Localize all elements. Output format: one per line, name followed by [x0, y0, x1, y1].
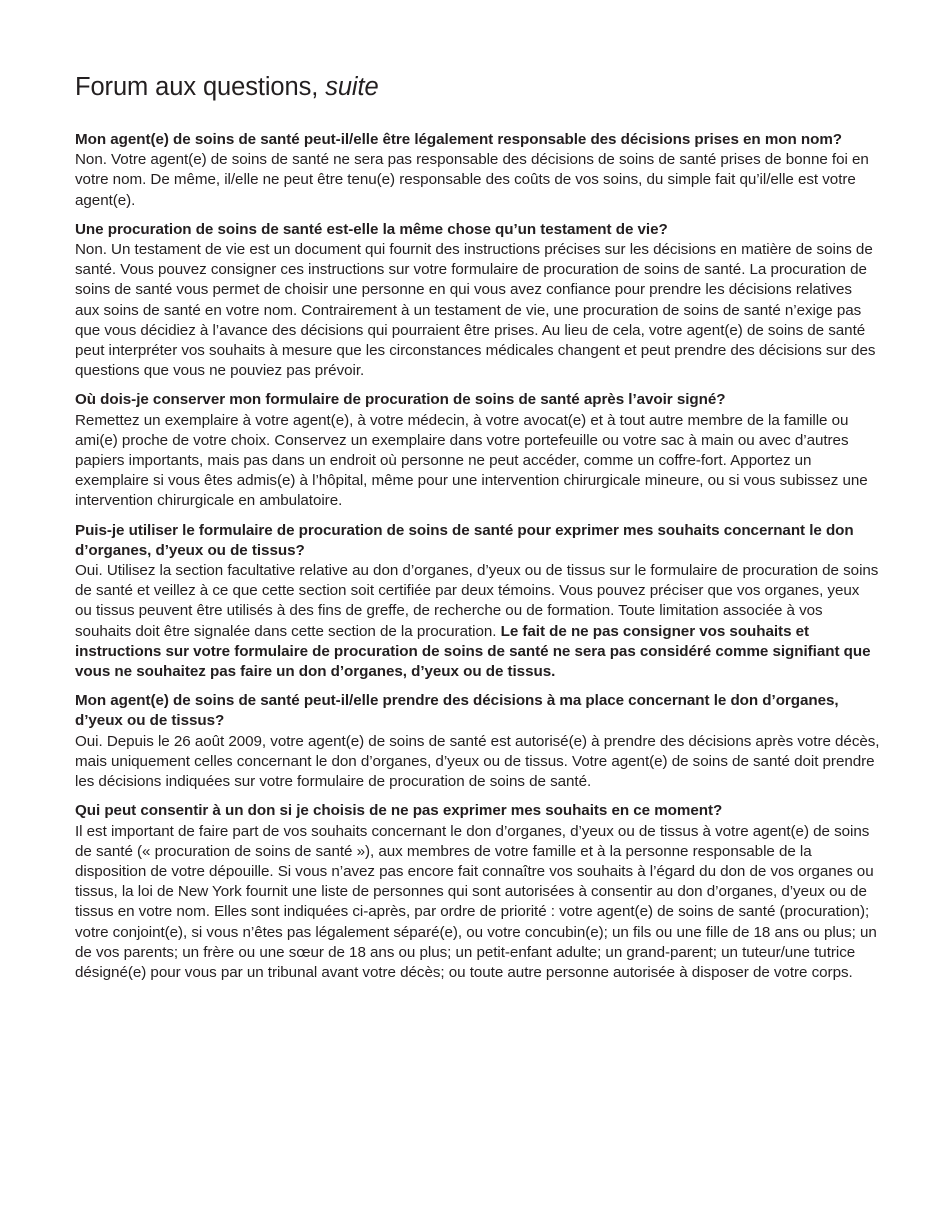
- faq-item-6: [75, 801, 880, 983]
- faq-item-3: [75, 390, 880, 511]
- faq-answer: Remettez un exemplaire à votre agent(e), à votre médecin, à votre avocat(e) et à tout autre membre de la famille ou ami(e) proche de votre choix. Conservez un exemplaire dans votre portefeuille ou votre sac à main ou avec d’autres papiers importants, mais pas dans un endroit où personne ne peut accéder, comme un coffre-fort. Apportez un exemplaire si vous êtes admis(e) à l’hôpital, même pour une intervention chirurgicale mineure, ou si vous subissez une intervention chirurgicale en ambulatoire.: [75, 411, 868, 510]
- faq-item-1: [75, 130, 880, 211]
- page-title-main: Forum aux questions,: [75, 73, 319, 101]
- faq-question: Mon agent(e) de soins de santé peut-il/elle être légalement responsable des décisions prises en mon nom?: [75, 131, 843, 148]
- document-page: [75, 70, 880, 992]
- faq-question: Qui peut consentir à un don si je choisis de ne pas exprimer mes souhaits en ce moment?: [75, 802, 723, 820]
- faq-answer: Il est important de faire part de vos souhaits concernant le don d’organes, d’yeux ou de tissus à votre agent(e) de soins de santé (« procuration de soins de santé »), aux membres de votre famille et à la personne responsable de la disposition de votre dépouille. Si vous n’avez pas encore fait connaître vos souhaits à l’égard du don de vos organes ou tissus, la loi de New York fournit une liste de personnes qui sont autorisées à consentir au don d’organes, d’yeux ou de tissus en votre nom. Elles sont indiquées ci-après, par ordre de priorité : votre agent(e) de soins de santé (procuration); votre conjoint(e), si vous n’êtes pas légalement séparé(e), ou votre concubin(e); un fils ou une fille de 18 ans ou plus; un de vos parents; un frère ou une sœur de 18 ans ou plus; un petit-enfant adulte; un grand-parent; un tuteur/une tutrice désigné(e) pour vous par un tribunal avant votre décès; ou toute autre personne autorisée à disposer de votre corps.: [75, 822, 877, 981]
- page-title: [75, 70, 880, 104]
- faq-answer-emphasis: Le fait de ne pas consigner vos souhaits et instructions sur votre formulaire de procuration de soins de santé ne sera pas considéré comme signifiant que vous ne souhaitez pas faire un don d’organes, d’yeux ou de tissus.: [75, 622, 871, 681]
- faq-answer: [75, 561, 880, 682]
- faq-question: Puis-je utiliser le formulaire de procuration de soins de santé pour exprimer mes souhaits concernant le don d’organes, d’yeux ou de tissus?: [75, 521, 854, 559]
- faq-item-2: [75, 220, 880, 382]
- faq-answer: Non. Un testament de vie est un document qui fournit des instructions précises sur les décisions en matière de soins de santé. Vous pouvez consigner ces instructions sur votre formulaire de procuration de soins de santé. La procuration de soins de santé vous permet de choisir une personne en qui vous avez confiance pour prendre les décisions relatives aux soins de santé en votre nom. Contrairement à un testament de vie, une procuration de soins de santé n’exige pas que vous décidiez à l’avance des décisions qui pourraient être prises. Au lieu de cela, votre agent(e) de soins de santé peut interpréter vos souhaits à mesure que les circonstances médicales changent et peut prendre des décisions sur des questions que vous ne pouviez pas prévoir.: [75, 241, 876, 380]
- faq-answer: Oui. Depuis le 26 août 2009, votre agent(e) de soins de santé est autorisé(e) à prendre des décisions après votre décès, mais uniquement celles concernant le don d’organes, d’yeux ou de tissus. Votre agent(e) de soins de santé doit prendre les décisions indiquées sur votre formulaire de procuration de soins de santé.: [75, 732, 880, 791]
- faq-question: Où dois-je conserver mon formulaire de procuration de soins de santé après l’avoir signé?: [75, 391, 726, 409]
- faq-question: Mon agent(e) de soins de santé peut-il/elle prendre des décisions à ma place concernant le don d’organes, d’yeux ou de tissus?: [75, 692, 839, 730]
- faq-question: Une procuration de soins de santé est-elle la même chose qu’un testament de vie?: [75, 220, 668, 238]
- faq-item-5: [75, 691, 880, 792]
- faq-item-4: [75, 521, 880, 683]
- faq-answer: Non. Votre agent(e) de soins de santé ne sera pas responsable des décisions de soins de santé prises de bonne foi en votre nom. De même, il/elle ne peut être tenu(e) responsable des coûts de vos soins, du simple fait qu’il/elle est votre agent(e).: [75, 151, 869, 209]
- faq-answer-text: Oui. Utilisez la section facultative relative au don d’organes, d’yeux ou de tissus sur le formulaire de procuration de soins de santé et veillez à ce que cette section soit certifiée par deux témoins. Vous pouvez préciser que vos organes, yeux ou tissus peuvent être utilisés à des fins de greffe, de recherche ou de formation. Toute limitation associée à vos souhaits doit être signalée dans cette section de la procuration.: [75, 562, 879, 640]
- page-title-italic: suite: [325, 73, 379, 101]
